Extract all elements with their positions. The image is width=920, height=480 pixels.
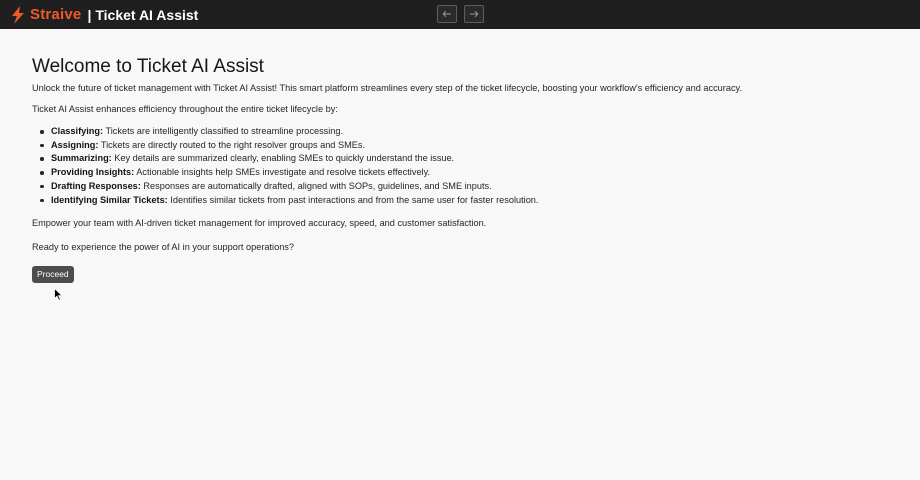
intro-text: Unlock the future of ticket management with Ticket AI Assist! This smart platform streamlines every step of the ticket lifecycle, boosting your workflow's efficiency and accuracy.: [32, 83, 742, 93]
feature-desc: Identifies similar tickets from past interactions and from the same user for faster resolution.: [167, 194, 539, 205]
feature-drafting-responses: [32, 180, 902, 194]
arrow-left-icon: [442, 10, 452, 18]
feature-desc: Tickets are directly routed to the right resolver groups and SMEs.: [98, 139, 366, 150]
back-button[interactable]: [437, 5, 457, 23]
brand-separator: |: [87, 6, 92, 23]
proceed-button[interactable]: Proceed: [32, 266, 74, 283]
arrow-right-icon: [469, 10, 479, 18]
feature-term: Assigning:: [51, 139, 99, 150]
feature-desc: Actionable insights help SMEs investigate and resolve tickets effectively.: [134, 167, 431, 178]
feature-list: [32, 125, 902, 207]
feature-term: Drafting Responses:: [51, 180, 141, 191]
feature-classifying: [32, 125, 902, 139]
feature-assigning: [32, 139, 902, 153]
ready-text: Ready to experience the power of AI in your support operations?: [32, 241, 295, 252]
straive-logo-icon: [9, 5, 27, 25]
feature-term: Providing Insights:: [51, 167, 135, 178]
mouse-pointer-icon: [54, 288, 63, 301]
top-bar: [0, 0, 920, 29]
feature-summarizing: [32, 152, 902, 166]
feature-term: Identifying Similar Tickets:: [51, 194, 168, 205]
forward-button[interactable]: [464, 5, 484, 23]
empower-text: Empower your team with AI-driven ticket management for improved accuracy, speed, and customer satisfaction.: [32, 218, 487, 229]
feature-desc: Responses are automatically drafted, aligned with SOPs, guidelines, and SME inputs.: [140, 180, 492, 191]
brand-name: Straive: [30, 6, 82, 23]
feature-desc: Tickets are intelligently classified to streamline processing.: [103, 126, 344, 136]
lifecycle-lead-text: Ticket AI Assist enhances efficiency throughout the entire ticket lifecycle by:: [32, 103, 338, 114]
feature-term: Summarizing:: [51, 153, 112, 164]
welcome-content: [32, 56, 902, 283]
feature-identifying-similar-tickets: [32, 194, 902, 208]
page-title: Welcome to Ticket AI Assist: [32, 56, 264, 77]
feature-desc: Key details are summarized clearly, enabling SMEs to quickly understand the issue.: [111, 153, 455, 164]
feature-term: Classifying:: [51, 126, 104, 136]
feature-providing-insights: [32, 166, 902, 180]
brand: [9, 4, 198, 25]
app-title: Ticket AI Assist: [95, 6, 199, 23]
